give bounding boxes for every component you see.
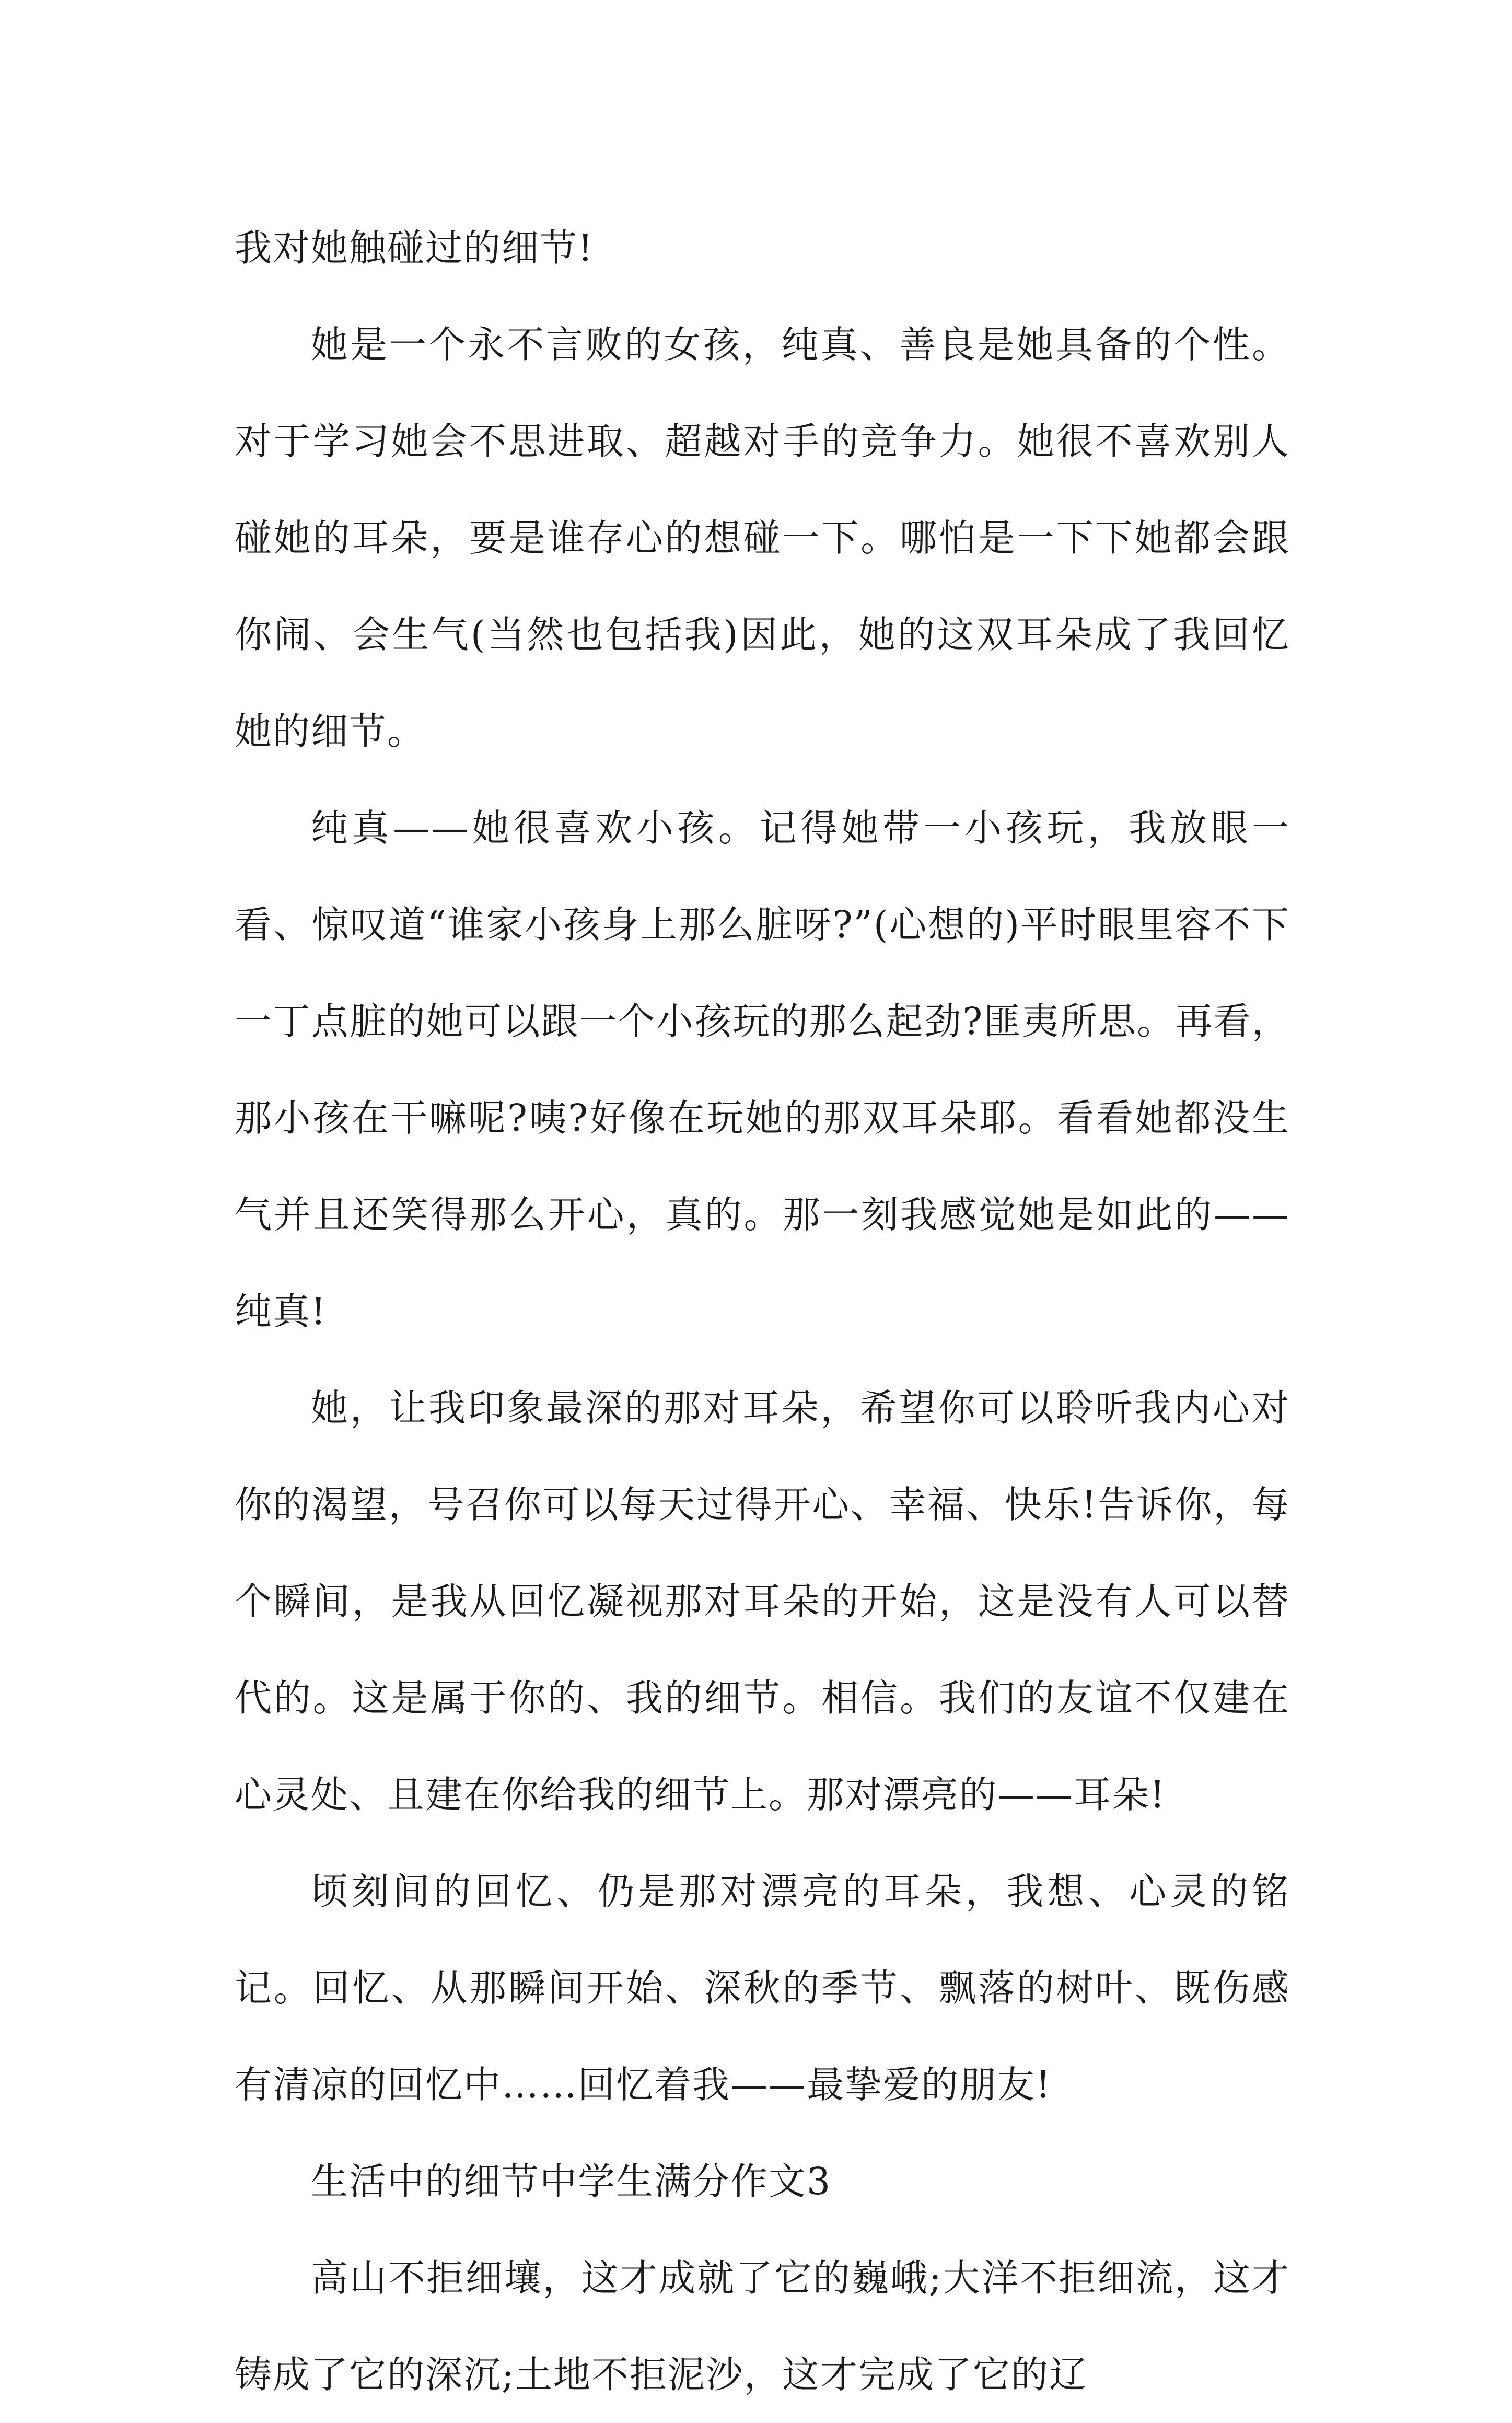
- essay-body: [235, 200, 1290, 2423]
- section-heading: 生活中的细节中学生满分作文3: [311, 2160, 832, 2203]
- essay-paragraph-5: 顷刻间的回忆、仍是那对漂亮的耳朵，我想、心灵的铭记。回忆、从那瞬间开始、深秋的季节、飘落的树叶、既伤感有清凉的回忆中……回忆着我——最挚爱的朋友!: [235, 1870, 1290, 2106]
- essay-paragraph-4: 她，让我印象最深的那对耳朵，希望你可以聆听我内心对你的渴望，号召你可以每天过得开心、幸福、快乐!告诉你，每个瞬间，是我从回忆凝视那对耳朵的开始，这是没有人可以替代的。这是属于你的、我的细节。相信。我们的友谊不仅建在心灵处、且建在你给我的细节上。那对漂亮的——耳朵!: [235, 1386, 1290, 1816]
- essay-paragraph-3: 纯真——她很喜欢小孩。记得她带一小孩玩，我放眼一看、惊叹道“谁家小孩身上那么脏呀?”(心想的)平时眼里容不下一丁点脏的她可以跟一个小孩玩的那么起劲?匪夷所思。再看，那小孩在干嘛呢?咦?好像在玩她的那双耳朵耶。看看她都没生气并且还笑得那么开心，真的。那一刻我感觉她是如此的——纯真!: [235, 806, 1290, 1333]
- essay-paragraph-2: 她是一个永不言败的女孩，纯真、善良是她具备的个性。对于学习她会不思进取、超越对手的竞争力。她很不喜欢别人碰她的耳朵，要是谁存心的想碰一下。哪怕是一下下她都会跟你闹、会生气(当然也包括我)因此，她的这双耳朵成了我回忆她的细节。: [235, 323, 1290, 753]
- essay-paragraph-1: 我对她触碰过的细节!: [235, 226, 594, 270]
- essay-paragraph-6: 高山不拒细壤，这才成就了它的巍峨;大洋不拒细流，这才铸成了它的深沉;土地不拒泥沙，这才完成了它的辽: [235, 2256, 1290, 2396]
